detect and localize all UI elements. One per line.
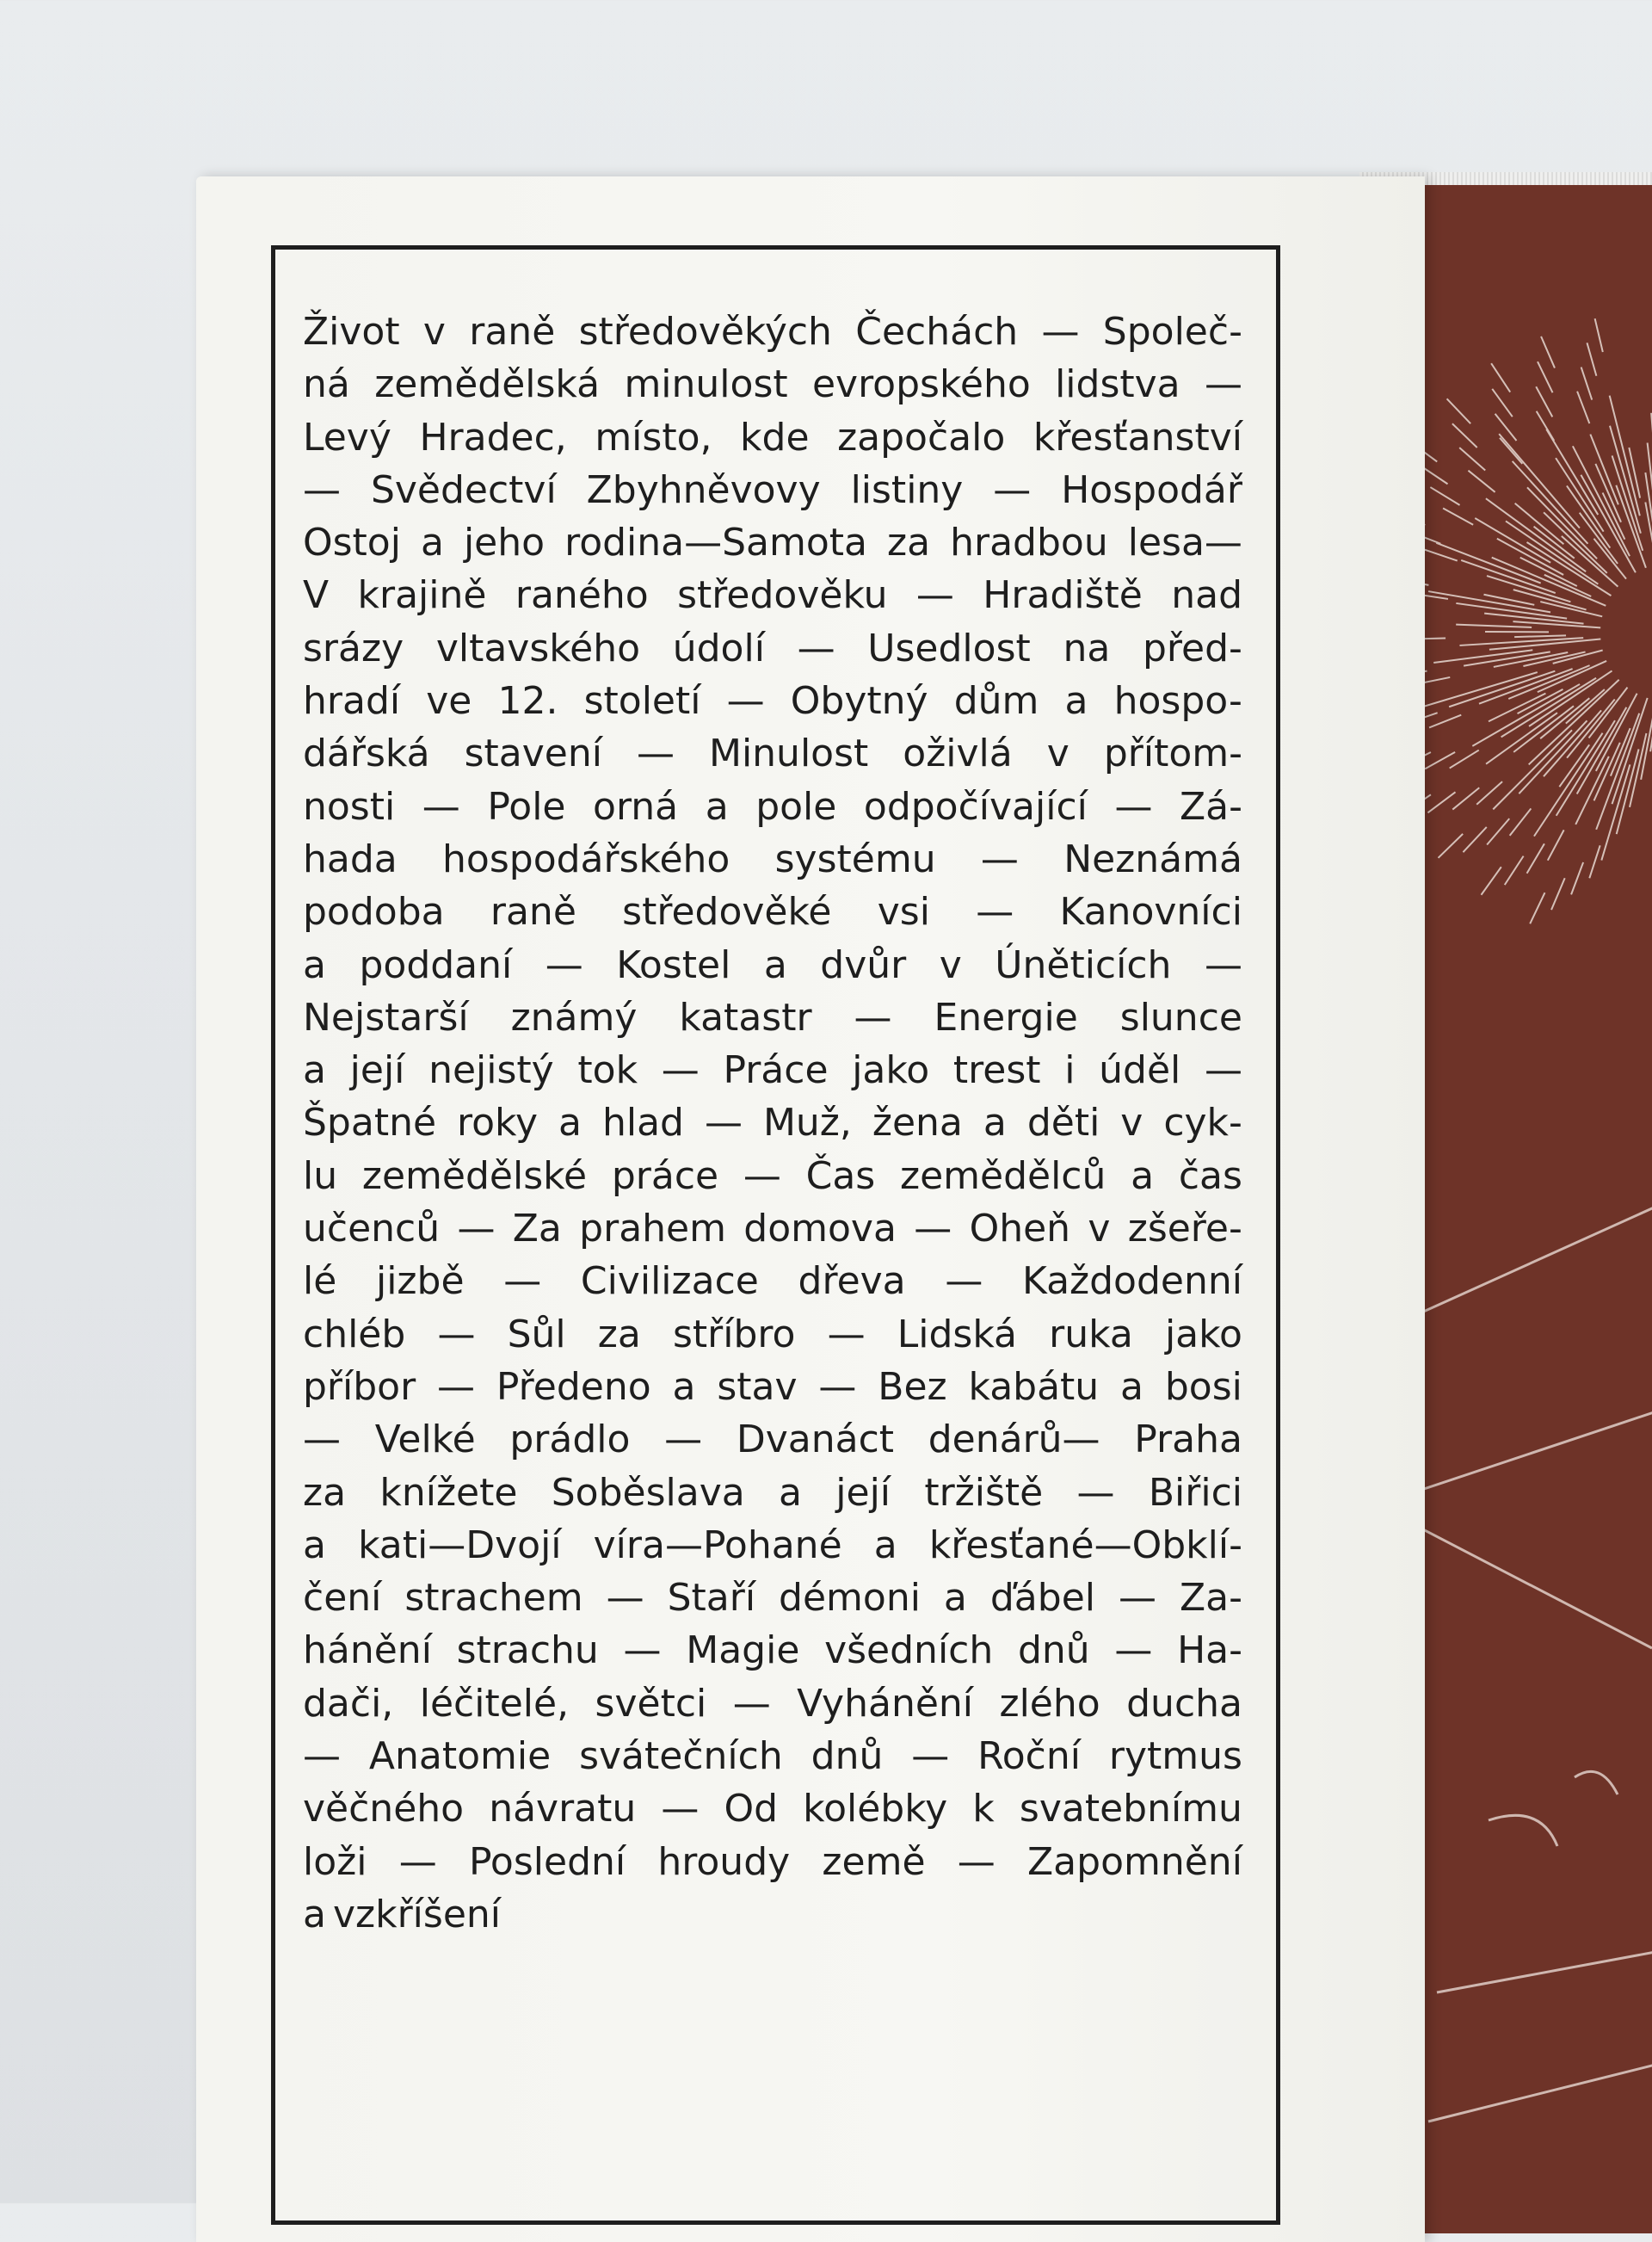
engraving-pattern (1385, 185, 1652, 2233)
text-line: a kati—Dvojí víra—Pohané a křesťané—Obklí- (303, 1519, 1242, 1572)
text-line: a poddaní — Kostel a dvůr v Úněticích — (303, 939, 1242, 991)
text-line: věčného návratu — Od kolébky k svatebnímu (303, 1782, 1242, 1835)
text-line: Život v raně středověkých Čechách — Společ- (303, 306, 1242, 358)
text-line: — Velké prádlo — Dvanáct denárů— Praha (303, 1413, 1242, 1466)
text-line: dářská stavení — Minulost oživlá v přítom- (303, 727, 1242, 780)
text-line: ná zemědělská minulost evropského lidstva — (303, 358, 1242, 411)
text-line: čení strachem — Staří démoni a ďábel — Za- (303, 1572, 1242, 1624)
text-line: podoba raně středověké vsi — Kanovníci (303, 886, 1242, 938)
text-line: lé jizbě — Civilizace dřeva — Každodenní (303, 1255, 1242, 1307)
text-line: a její nejistý tok — Práce jako trest i úděl — (303, 1044, 1242, 1096)
text-line: hradí ve 12. století — Obytný dům a hospo- (303, 675, 1242, 727)
text-line: hánění strachu — Magie všedních dnů — Ha- (303, 1624, 1242, 1677)
text-line: a vzkříšení (303, 1888, 1242, 1941)
text-line: chléb — Sůl za stříbro — Lidská ruka jako (303, 1308, 1242, 1361)
text-line: lu zemědělské práce — Čas zemědělců a čas (303, 1150, 1242, 1202)
text-line: učenců — Za prahem domova — Oheň v zšeře- (303, 1202, 1242, 1255)
text-line: V krajině raného středověku — Hradiště nad (303, 569, 1242, 621)
text-line: srázy vltavského údolí — Usedlost na před- (303, 622, 1242, 675)
flap-contents-text (303, 306, 1242, 1941)
text-line: hada hospodářského systému — Neznámá (303, 833, 1242, 886)
text-line: — Svědectví Zbyhněvovy listiny — Hospodář (303, 464, 1242, 516)
book-cover-illustration (1385, 185, 1652, 2233)
text-line: Špatné roky a hlad — Muž, žena a děti v cyk- (303, 1096, 1242, 1149)
text-line: za knížete Soběslava a její tržiště — Biřici (303, 1467, 1242, 1519)
text-line: — Anatomie svátečních dnů — Roční rytmus (303, 1730, 1242, 1782)
text-line: příbor — Předeno a stav — Bez kabátu a bosi (303, 1361, 1242, 1413)
text-line: nosti — Pole orná a pole odpočívající — Zá- (303, 781, 1242, 833)
text-line: Nejstarší známý katastr — Energie slunce (303, 991, 1242, 1044)
text-line: Levý Hradec, místo, kde započalo křesťanství (303, 411, 1242, 464)
text-line: dači, léčitelé, světci — Vyhánění zlého ducha (303, 1677, 1242, 1730)
text-line: loži — Poslední hroudy země — Zapomnění (303, 1836, 1242, 1888)
text-line: Ostoj a jeho rodina—Samota za hradbou lesa— (303, 516, 1242, 569)
